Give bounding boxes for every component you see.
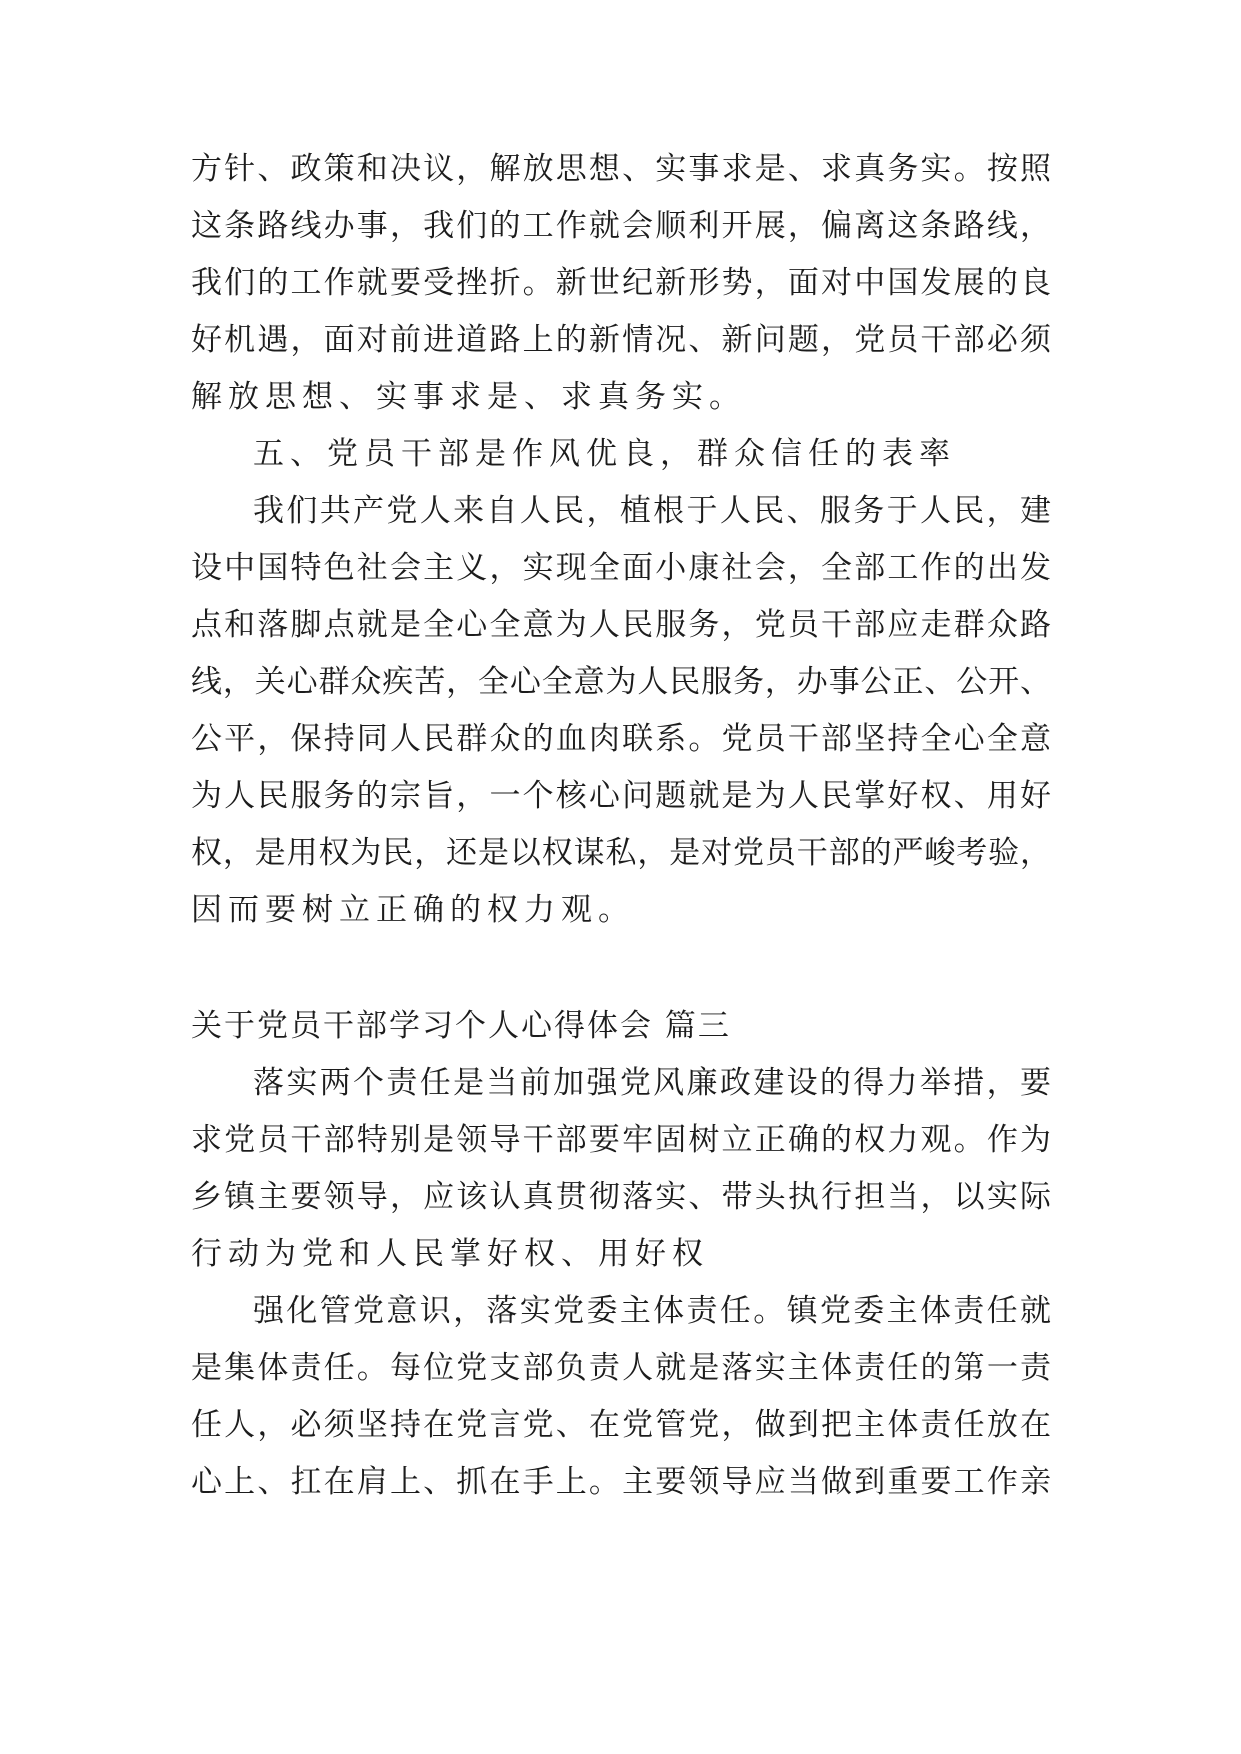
text-line: 设中国特色社会主义，实现全面小康社会，全部工作的出发 xyxy=(191,550,1051,586)
text-line: 线，关心群众疾苦，全心全意为人民服务，办事公正、公开、 xyxy=(191,664,1051,700)
text-line: 我们的工作就要受挫折。新世纪新形势，面对中国发展的良 xyxy=(191,265,1051,301)
text-line: 乡镇主要领导，应该认真贯彻落实、带头执行担当，以实际 xyxy=(191,1179,1051,1215)
text-line: 因而要树立正确的权力观。 xyxy=(191,892,635,928)
text-line: 权，是用权为民，还是以权谋私，是对党员干部的严峻考验， xyxy=(191,835,1051,871)
text-line: 落实两个责任是当前加强党风廉政建设的得力举措，要 xyxy=(253,1065,1051,1101)
text-line: 为人民服务的宗旨，一个核心问题就是为人民掌好权、用好 xyxy=(191,778,1051,814)
text-line: 解放思想、实事求是、求真务实。 xyxy=(191,379,746,415)
text-line: 强化管党意识，落实党委主体责任。镇党委主体责任就 xyxy=(253,1293,1051,1329)
text-line: 我们共产党人来自人民，植根于人民、服务于人民，建 xyxy=(253,493,1051,529)
text-line: 公平，保持同人民群众的血肉联系。党员干部坚持全心全意 xyxy=(191,721,1051,757)
text-line: 是集体责任。每位党支部负责人就是落实主体责任的第一责 xyxy=(191,1350,1051,1386)
text-line: 任人，必须坚持在党言党、在党管党，做到把主体责任放在 xyxy=(191,1407,1051,1443)
text-line: 行动为党和人民掌好权、用好权 xyxy=(191,1236,709,1272)
text-line: 这条路线办事，我们的工作就会顺利开展，偏离这条路线， xyxy=(191,208,1051,244)
text-line: 求党员干部特别是领导干部要牢固树立正确的权力观。作为 xyxy=(191,1122,1051,1158)
article-title: 关于党员干部学习个人心得体会 篇三 xyxy=(191,1008,731,1044)
text-line: 心上、扛在肩上、抓在手上。主要领导应当做到重要工作亲 xyxy=(191,1464,1051,1500)
text-line: 点和落脚点就是全心全意为人民服务，党员干部应走群众路 xyxy=(191,607,1051,643)
text-line: 好机遇，面对前进道路上的新情况、新问题，党员干部必须 xyxy=(191,322,1051,358)
section-heading: 五、党员干部是作风优良，群众信任的表率 xyxy=(253,436,956,472)
text-line: 方针、政策和决议，解放思想、实事求是、求真务实。按照 xyxy=(191,151,1051,187)
